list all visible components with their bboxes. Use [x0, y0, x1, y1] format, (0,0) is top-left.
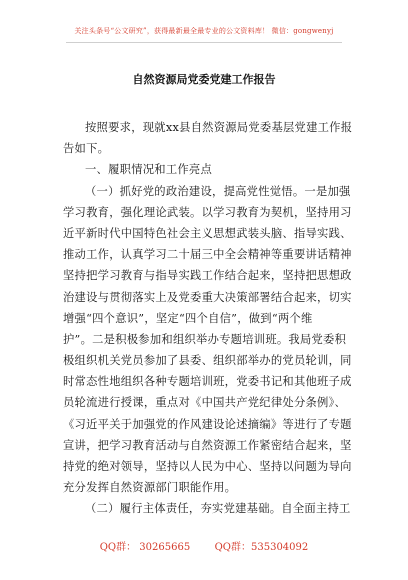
body-line: 《习近平关于加强党的作风建设论述摘编》等进行了专题	[63, 417, 352, 431]
body-line: 近平新时代中国特色社会主义思想武装头脑、指导实践、	[63, 226, 352, 240]
footer-qq-group-1: QQ群： 30265665	[99, 542, 191, 553]
body-line: 治建设与贯彻落实上及党委重大决策部署结合起来，切实	[63, 290, 352, 304]
body-line: 推动工作，认真学习二十届三中全会精神等重要讲话精神	[63, 248, 352, 262]
body-line: 坚持把学习教育与指导实践工作结合起来，坚持把思想政	[63, 269, 352, 283]
body-line: 护”。二是积极参加和组织举办专题培训班。我局党委积	[63, 332, 347, 346]
body-line: 宣讲，把学习教育活动与自然资源工作紧密结合起来，坚	[63, 438, 352, 452]
document-title: 自然资源局党委党建工作报告	[132, 73, 276, 86]
footer-qq-group-2: QQ群：535304092	[214, 542, 309, 553]
body-line: （一）抓好党的政治建设，提高党性觉悟。一是加强	[85, 184, 351, 198]
header-promo-note: 关注头条号“公文研究”，获得最新最全最专业的公文资料库！ 微信：gongwenyj	[74, 27, 334, 35]
body-line: 按照要求，现就xx县自然资源局党委基层党建工作报	[85, 121, 353, 134]
body-line: （二）履行主体责任，夯实党建基础。自全面主持工	[85, 502, 351, 516]
header-divider	[66, 42, 342, 43]
body-line: 员轮流进行授课，重点对《中国共产党纪律处分条例》、	[63, 396, 347, 410]
footer-contact	[0, 538, 408, 553]
body-line: 增强“四个意识”，坚定“四个自信”，做到“两个维	[63, 311, 313, 325]
body-line: 充分发挥自然资源部门职能作用。	[63, 481, 237, 495]
body-line: 告如下。	[63, 142, 110, 156]
document-body	[63, 117, 353, 520]
body-line: 极组织机关党员参加了县委、组织部举办的党员轮训，同	[63, 354, 352, 368]
body-line: 学习教育，强化理论武装。以学习教育为契机，坚持用习	[63, 205, 352, 219]
body-line: 持党的绝对领导，坚持以人民为中心、坚持以问题为导向	[63, 460, 352, 473]
body-line: 时常态性地组织各种专题培训班，党委书记和其他班子成	[63, 375, 352, 389]
body-line: 一、履职情况和工作亮点	[85, 163, 213, 177]
